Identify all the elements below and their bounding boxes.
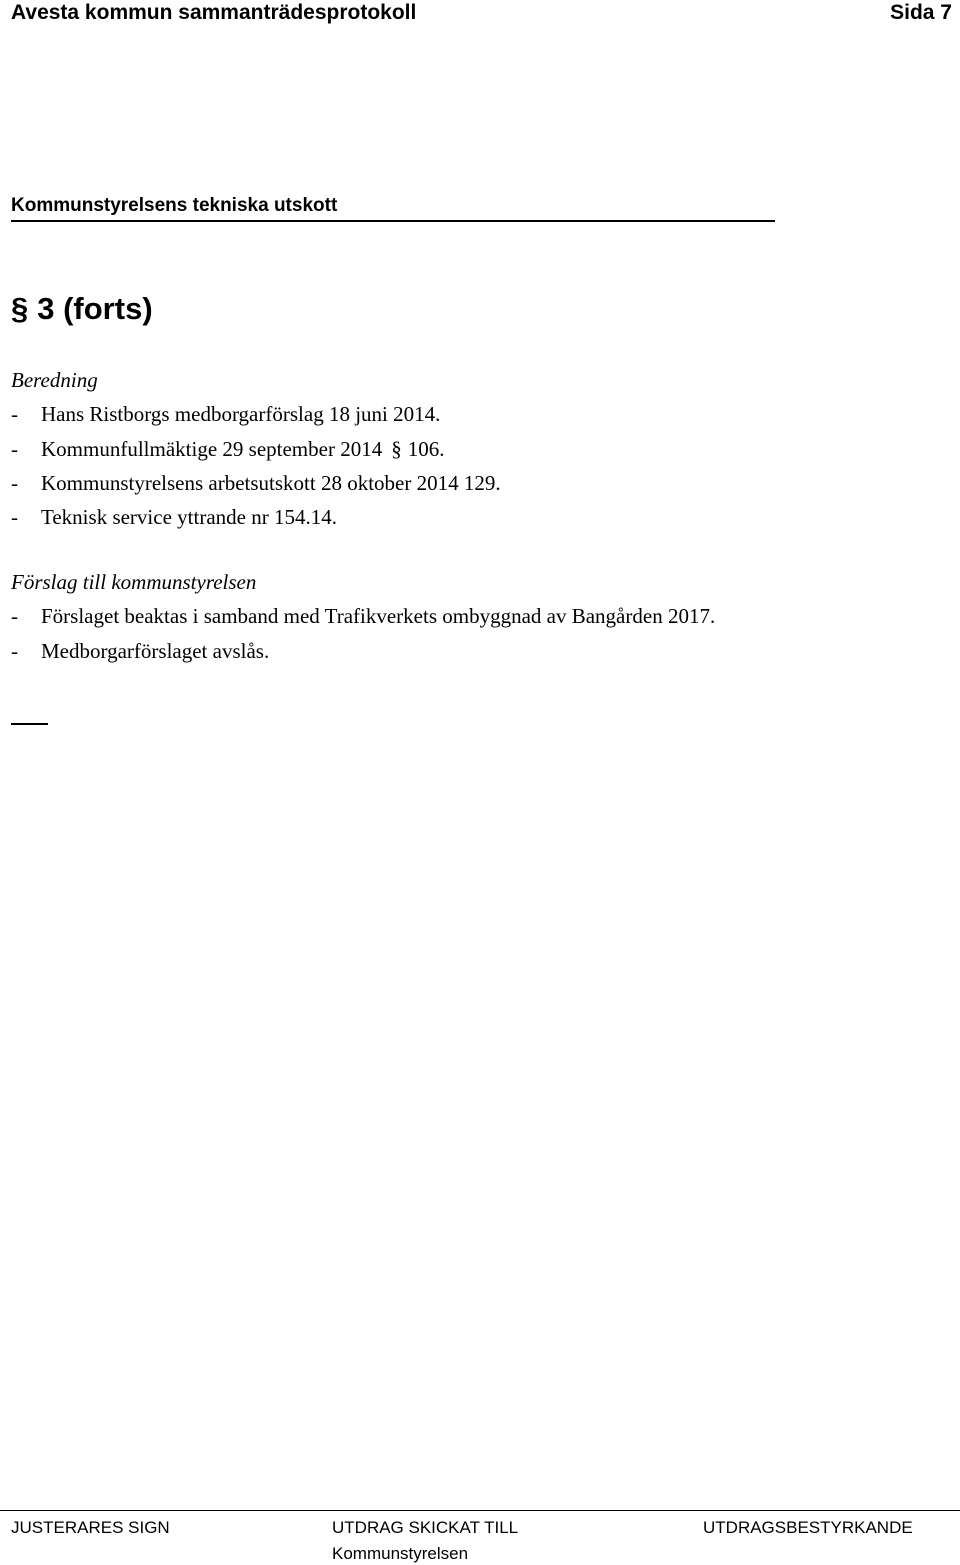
justerares-sign-label: JUSTERARES SIGN [11,1518,170,1537]
beredning-item [11,401,440,427]
paragraph-symbol: § [391,437,402,461]
page-number: Sida 7 [890,1,952,24]
beredning-item [11,436,444,462]
utdrag-skickat-label: UTDRAG SKICKAT TILL [332,1518,519,1537]
beredning-item-text: Hans Ristborgs medborgarförslag 18 juni 2014. [41,402,441,426]
beredning-item [11,504,337,530]
footer-divider [0,1510,960,1511]
list-dash: - [11,402,18,426]
beredning-item [11,470,501,496]
forslag-item-text: Medborgarförslaget avslås. [41,639,270,663]
committee-name: Kommunstyrelsens tekniska utskott [11,195,338,216]
document-title: Avesta kommun sammanträdesprotokoll [11,1,417,24]
section-number: 3 (forts) [37,291,153,326]
beredning-item-text: Kommunstyrelsens arbetsutskott 28 oktober 2014 129. [41,471,501,495]
paragraph-number: 106. [407,437,445,461]
list-dash: - [11,505,18,529]
beredning-heading: Beredning [11,368,98,392]
beredning-item-text: Kommunfullmäktige 29 september 2014 [41,437,383,461]
section-heading [11,290,153,328]
forslag-item [11,638,269,664]
forslag-item [11,603,715,629]
list-dash: - [11,471,18,495]
utdragsbestyrkande-label: UTDRAGSBESTYRKANDE [703,1518,913,1537]
forslag-item-text: Förslaget beaktas i samband med Trafikverkets ombyggnad av Bangården 2017. [41,604,716,628]
utdrag-recipient: Kommunstyrelsen [332,1544,469,1563]
list-dash: - [11,639,18,663]
beredning-item-text: Teknisk service yttrande nr 154.14. [41,505,337,529]
list-dash: - [11,437,18,461]
committee-underline [11,220,775,222]
list-dash: - [11,604,18,628]
section-end-rule [11,723,48,725]
forslag-heading: Förslag till kommunstyrelsen [11,570,257,594]
paragraph-symbol: § [11,291,29,326]
